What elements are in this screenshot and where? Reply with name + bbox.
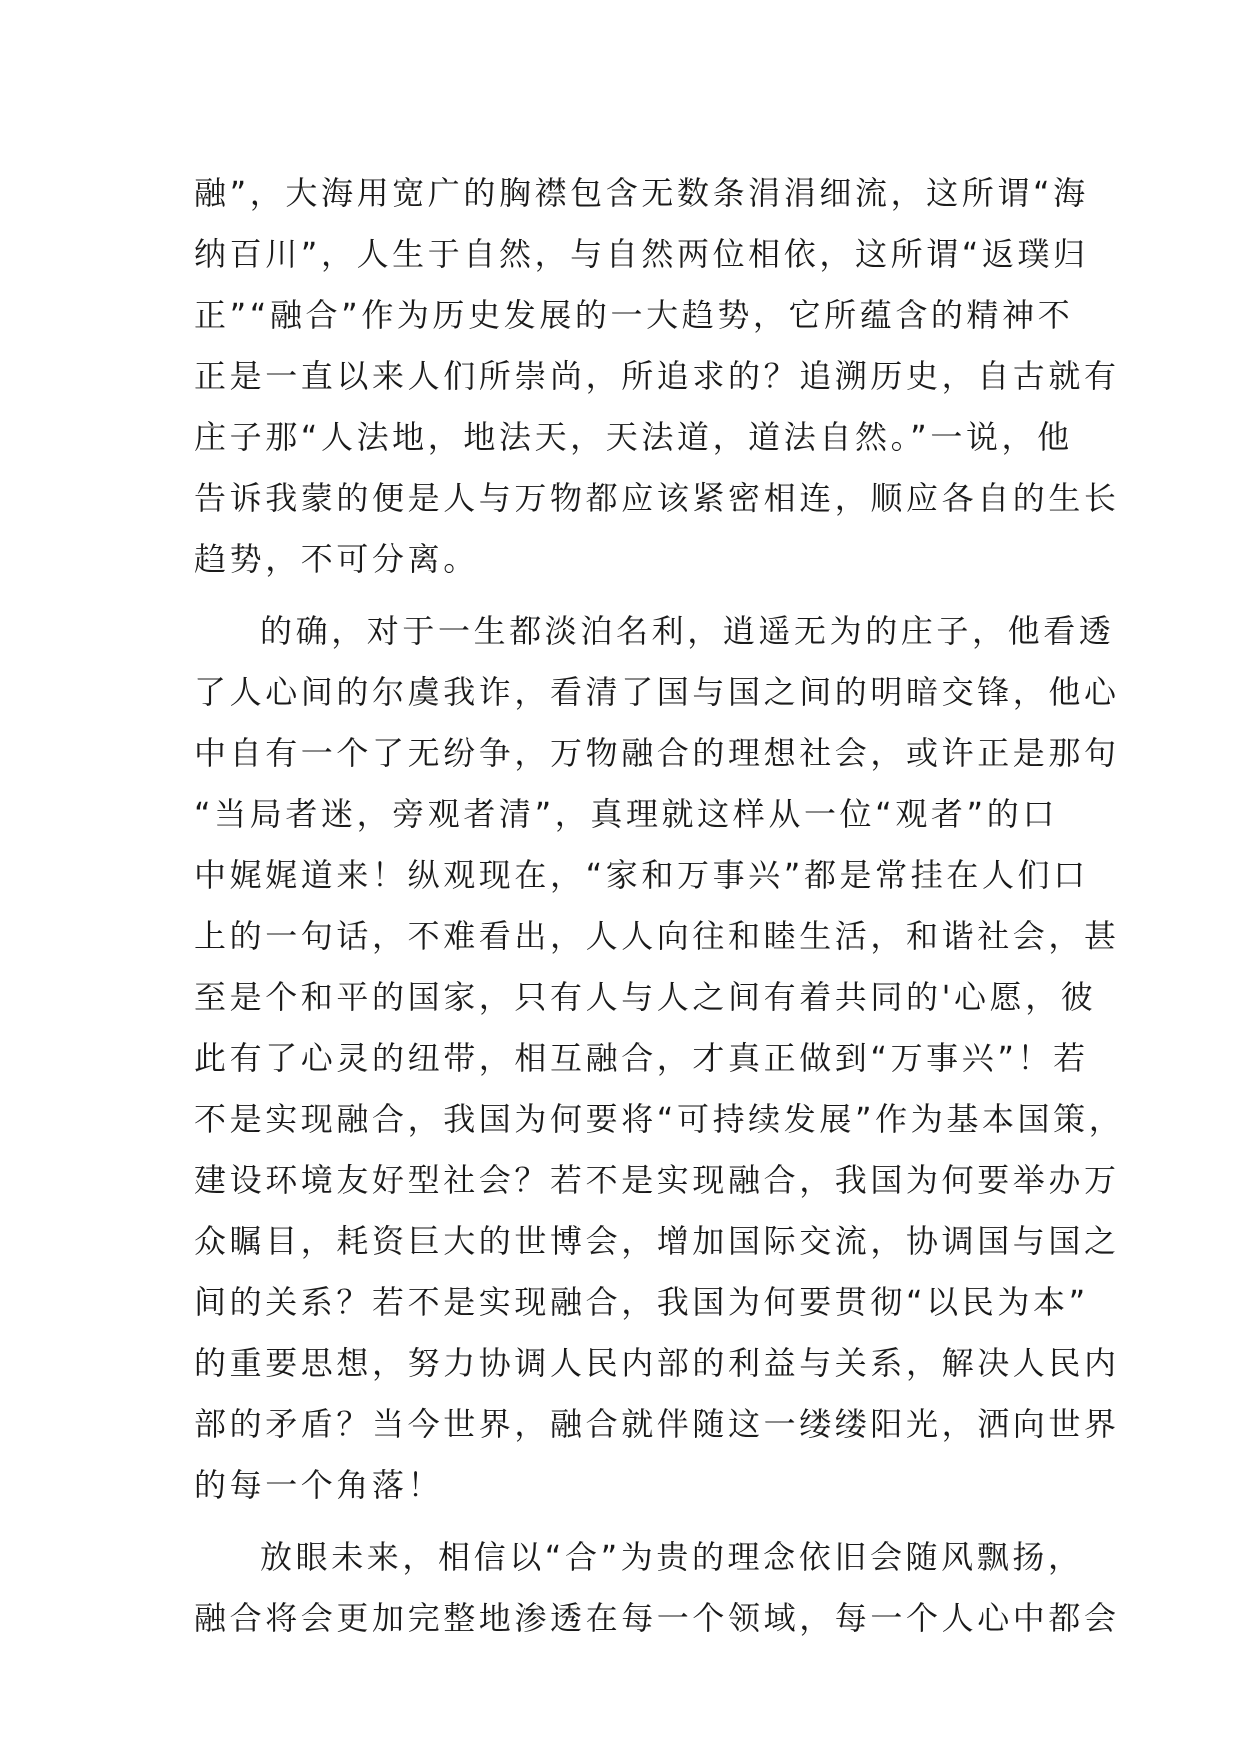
text-line: 正是一直以来人们所崇尚，所追求的？追溯历史，自古就有 xyxy=(194,357,1120,395)
text-line: 建设环境友好型社会？若不是实现融合，我国为何要举办万 xyxy=(194,1161,1120,1199)
text-line: 上的一句话，不难看出，人人向往和睦生活，和谐社会，甚 xyxy=(194,917,1120,955)
text-line: 庄子那“人法地，地法天，天法道，道法自然。”一说，他 xyxy=(194,418,1073,456)
text-line: 众瞩目，耗资巨大的世博会，增加国际交流，协调国与国之 xyxy=(194,1222,1120,1260)
text-line: 融合将会更加完整地渗透在每一个领域，每一个人心中都会 xyxy=(194,1599,1120,1637)
text-line: 正”“融合”作为历史发展的一大趋势，它所蕴含的精神不 xyxy=(194,296,1074,334)
text-line: 中娓娓道来！纵观现在，“家和万事兴”都是常挂在人们口 xyxy=(194,856,1089,894)
text-line: 此有了心灵的纽带，相互融合，才真正做到“万事兴”！若 xyxy=(194,1039,1089,1077)
text-line: 告诉我蒙的便是人与万物都应该紧密相连，顺应各自的生长 xyxy=(194,479,1120,517)
text-line: 的确，对于一生都淡泊名利，逍遥无为的庄子，他看透 xyxy=(260,612,1115,650)
text-line: 融”，大海用宽广的胸襟包含无数条涓涓细流，这所谓“海 xyxy=(194,174,1089,212)
text-line: 的每一个角落！ xyxy=(194,1466,444,1504)
text-line: 至是个和平的国家，只有人与人之间有着共同的'心愿，彼 xyxy=(194,978,1097,1016)
text-line: 趋势，不可分离。 xyxy=(194,540,479,578)
paragraph-gap xyxy=(194,590,1066,601)
text-line: 间的关系？若不是实现融合，我国为何要贯彻“以民为本” xyxy=(194,1283,1089,1321)
text-line: 中自有一个了无纷争，万物融合的理想社会，或许正是那句 xyxy=(194,734,1120,772)
body-text xyxy=(194,163,1125,1649)
paragraph-gap xyxy=(194,1516,1066,1527)
paragraph-2 xyxy=(194,601,1125,1516)
text-line: 纳百川”，人生于自然，与自然两位相依，这所谓“返璞归 xyxy=(194,235,1089,273)
text-line: 不是实现融合，我国为何要将“可持续发展”作为基本国策， xyxy=(194,1100,1125,1138)
text-line: “当局者迷，旁观者清”，真理就这样从一位“观者”的口 xyxy=(194,795,1058,833)
text-line: 放眼未来，相信以“合”为贵的理念依旧会随风飘扬， xyxy=(260,1538,1084,1576)
text-line: 的重要思想，努力协调人民内部的利益与关系，解决人民内 xyxy=(194,1344,1120,1382)
paragraph-1 xyxy=(194,163,1120,590)
text-line: 部的矛盾？当今世界，融合就伴随这一缕缕阳光，洒向世界 xyxy=(194,1405,1120,1443)
text-line: 了人心间的尔虞我诈，看清了国与国之间的明暗交锋，他心 xyxy=(194,673,1120,711)
paragraph-3 xyxy=(194,1527,1120,1649)
